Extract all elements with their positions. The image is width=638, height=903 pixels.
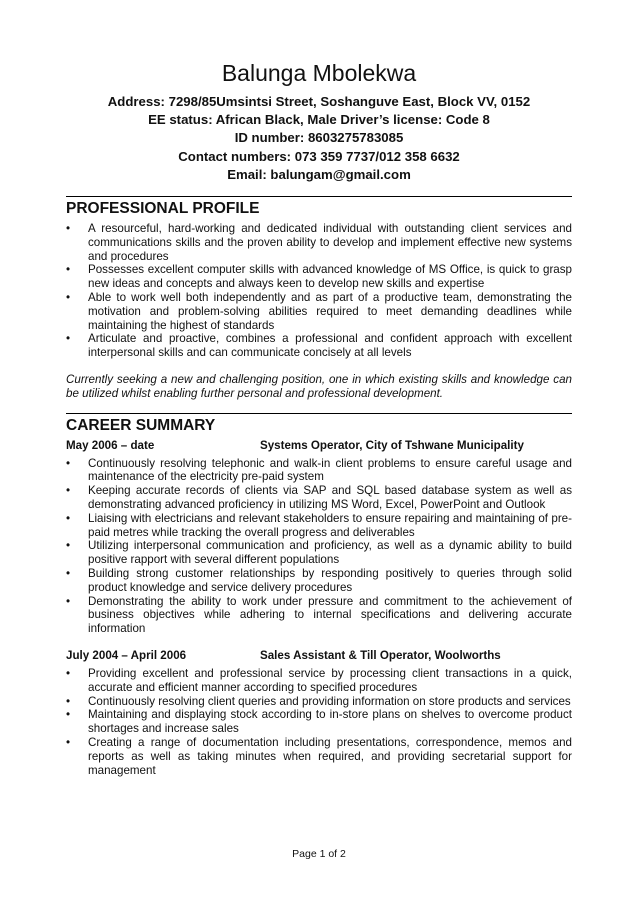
career-objective: Currently seeking a new and challenging position, one in which existing skills and knowledge can be utilized whilst enabling further personal and professional development. <box>66 372 572 400</box>
bullet-icon: • <box>66 539 71 553</box>
bullet-text: Keeping accurate records of clients via SAP and SQL based database system as well as demonstrating advanced proficiency in utilizing MS Word, Excel, PowerPoint and Outlook <box>88 484 572 511</box>
list-item <box>66 457 572 485</box>
job-title: Sales Assistant & Till Operator, Woolworths <box>260 648 501 662</box>
career-summary-section <box>66 413 572 778</box>
list-item <box>66 708 572 736</box>
section-heading: CAREER SUMMARY <box>66 413 572 435</box>
ee-status-line: EE status: African Black, Male Driver’s license: Code 8 <box>148 112 490 128</box>
contact-numbers-line: Contact numbers: 073 359 7737/012 358 6632 <box>178 148 460 164</box>
bullet-text: Utilizing interpersonal communication and proficiency, as well as a dynamic ability to build positive rapport with several different populations <box>88 539 572 567</box>
job-header <box>66 439 572 453</box>
bullet-text: Continuously resolving telephonic and walk-in client problems to ensure careful usage and maintenance of the electricity pre-paid system <box>88 456 572 484</box>
page-number: Page 1 of 2 <box>292 848 346 860</box>
bullet-icon: • <box>66 511 71 525</box>
address-line: Address: 7298/85Umsintsi Street, Soshanguve East, Block VV, 0152 <box>107 94 531 109</box>
bullet-text: A resourceful, hard-working and dedicated individual with outstanding client services and communications skills and the proven ability to develop and implement effective new systems and procedures <box>88 222 572 263</box>
bullet-icon: • <box>66 456 71 470</box>
bullet-text: Building strong customer relationships by responding positively to queries through solid product knowledge and service delivery procedures <box>88 566 572 594</box>
candidate-name: Balunga Mbolekwa <box>221 60 417 86</box>
contact-block <box>66 93 572 184</box>
bullet-icon: • <box>66 594 71 608</box>
list-item <box>66 222 572 263</box>
bullet-text: Maintaining and displaying stock according to in-store plans on shelves to overcome product shortages and increase sales <box>88 708 572 736</box>
bullet-text: Articulate and proactive, combines a professional and confident approach with excellent interpersonal skills and can communicate concisely at all levels <box>88 332 572 360</box>
bullet-text: Creating a range of documentation including presentations, correspondence, memos and reports as well as taking minutes when required, and providing secretarial support for management <box>88 735 572 777</box>
list-item <box>66 512 572 540</box>
job-dates: May 2006 – date <box>66 438 155 452</box>
list-item <box>66 736 572 777</box>
bullet-icon: • <box>66 708 71 722</box>
professional-profile-section <box>66 196 572 401</box>
job-title: Systems Operator, City of Tshwane Municipality <box>260 438 524 452</box>
bullet-icon: • <box>66 694 71 708</box>
bullet-text: Liaising with electricians and relevant stakeholders to ensure repairing and maintaining of pre-paid metres while tracking the overall progress and deliverables <box>88 511 572 539</box>
bullet-text: Continuously resolving client queries and providing information on store products and services <box>88 694 571 708</box>
bullet-icon: • <box>66 666 71 680</box>
bullet-icon: • <box>66 484 71 498</box>
list-item <box>66 484 572 512</box>
job-bullet-list <box>66 457 572 636</box>
job-dates: July 2004 – April 2006 <box>66 648 187 662</box>
profile-bullet-list <box>66 222 572 360</box>
list-item <box>66 291 572 332</box>
list-item <box>66 332 572 360</box>
bullet-icon: • <box>66 332 71 346</box>
bullet-icon: • <box>66 263 71 277</box>
list-item <box>66 567 572 595</box>
job-bullet-list <box>66 667 572 777</box>
bullet-text: Possesses excellent computer skills with advanced knowledge of MS Office, is quick to grasp new ideas and concepts and always keen to develop new skills and expertise <box>88 263 572 291</box>
job-header <box>66 649 572 663</box>
bullet-text: Providing excellent and professional service by processing client transactions in a quick, accurate and efficient manner according to specified procedures <box>88 666 572 694</box>
bullet-text: Able to work well both independently and as part of a productive team, demonstrating the motivation and problem-solving abilities required to meet demanding deadlines while maintaining the highest of standards <box>88 291 572 332</box>
bullet-icon: • <box>66 222 71 236</box>
list-item <box>66 263 572 291</box>
list-item <box>66 695 572 709</box>
bullet-icon: • <box>66 291 71 304</box>
bullet-icon: • <box>66 566 71 580</box>
section-heading: PROFESSIONAL PROFILE <box>66 196 572 218</box>
list-item <box>66 539 572 567</box>
bullet-icon: • <box>66 735 71 749</box>
job-entry <box>66 439 572 636</box>
list-item <box>66 595 572 636</box>
list-item <box>66 667 572 695</box>
email-line: Email: balungam@gmail.com <box>227 166 411 182</box>
job-entry <box>66 649 572 777</box>
id-number-line: ID number: 8603275783085 <box>234 130 404 146</box>
bullet-text: Demonstrating the ability to work under pressure and commitment to the achievement of business objectives while adhering to internal specifications and delivering accurate information <box>88 594 572 636</box>
